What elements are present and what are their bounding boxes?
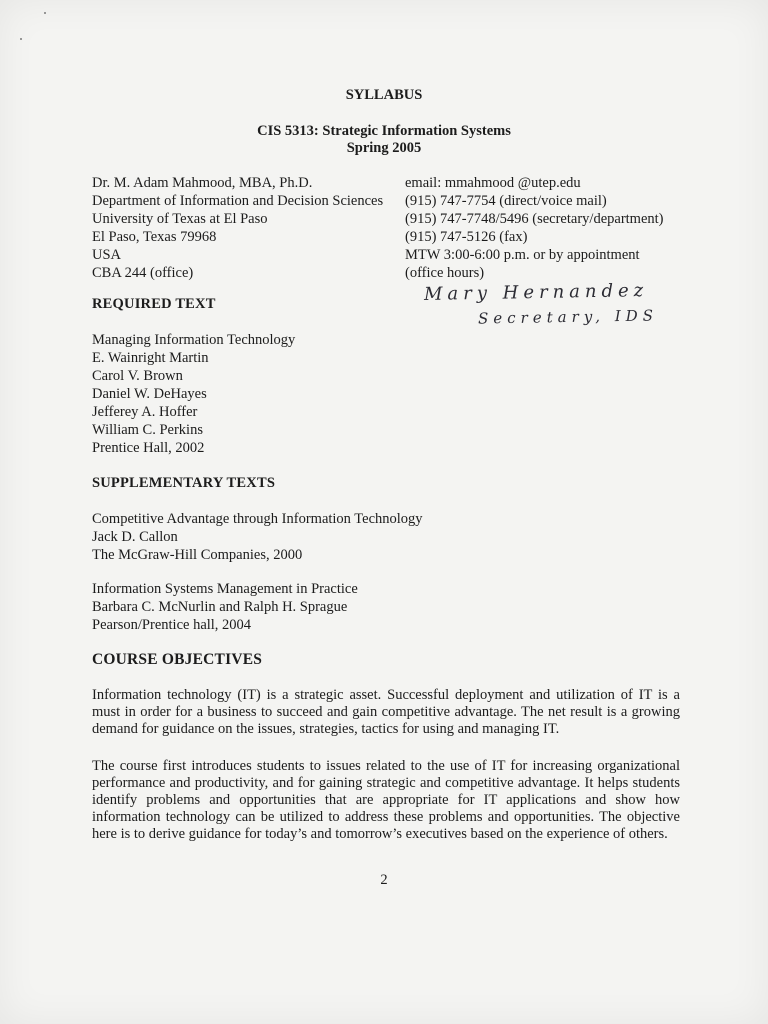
objectives-paragraph-1: Information technology (IT) is a strategic asset. Successful deployment and utilization of IT is a must in order for a business to succeed and gain competitive advantage. The net result is a growing demand for guidance on the issues, strategies, tactics for using and managing IT. bbox=[92, 687, 680, 737]
contact-line: (915) 747-5126 (fax) bbox=[405, 229, 528, 245]
list-item: Prentice Hall, 2002 bbox=[92, 440, 205, 456]
list-item: Information Systems Management in Practice bbox=[92, 581, 358, 597]
contact-line: email: mmahmood @utep.edu bbox=[405, 175, 581, 191]
page-number: 2 bbox=[380, 872, 388, 888]
list-item: Daniel W. DeHayes bbox=[92, 386, 207, 402]
contact-line: (office hours) bbox=[405, 265, 485, 281]
contact-line: MTW 3:00-6:00 p.m. or by appointment bbox=[405, 247, 640, 263]
list-item: Jefferey A. Hoffer bbox=[92, 404, 198, 420]
supplementary-heading: SUPPLEMENTARY TEXTS bbox=[92, 475, 276, 491]
supplementary-book-2 bbox=[92, 580, 358, 634]
instructor-line: University of Texas at El Paso bbox=[92, 211, 268, 227]
list-item: The McGraw-Hill Companies, 2000 bbox=[92, 547, 303, 563]
list-item: Pearson/Prentice hall, 2004 bbox=[92, 617, 252, 633]
required-text-heading: REQUIRED TEXT bbox=[92, 296, 216, 312]
list-item: E. Wainright Martin bbox=[92, 350, 209, 366]
list-item: Carol V. Brown bbox=[92, 368, 183, 384]
required-text-list bbox=[92, 331, 295, 457]
handwritten-note-line1: Mary Hernandez bbox=[423, 280, 649, 305]
list-item: Jack D. Callon bbox=[92, 529, 178, 545]
contact-line: (915) 747-7748/5496 (secretary/department) bbox=[405, 211, 664, 227]
objectives-paragraph-2: The course first introduces students to issues related to the use of IT for increasing organizational performance and productivity, and for gaining strategic and competitive advantage. It helps students identify problems and opportunities that are appropriate for IT applications and show how information technology can be utilized to address these problems and opportunities. The objective here is to derive guidance for today’s and tomorrow’s executives based on the experience of others. bbox=[92, 758, 680, 842]
course-term: Spring 2005 bbox=[346, 140, 422, 156]
instructor-line: CBA 244 (office) bbox=[92, 265, 194, 281]
scan-speck bbox=[20, 38, 22, 40]
instructor-line: Department of Information and Decision Sciences bbox=[92, 193, 384, 209]
instructor-info bbox=[92, 174, 383, 282]
list-item: William C. Perkins bbox=[92, 422, 203, 438]
contact-line: (915) 747-7754 (direct/voice mail) bbox=[405, 193, 607, 209]
instructor-line: Dr. M. Adam Mahmood, MBA, Ph.D. bbox=[92, 175, 313, 191]
contact-info bbox=[405, 174, 664, 282]
handwritten-note-line2: Secretary, IDS bbox=[477, 306, 659, 328]
course-title: CIS 5313: Strategic Information Systems bbox=[257, 123, 511, 139]
list-item: Competitive Advantage through Information Technology bbox=[92, 511, 423, 527]
supplementary-book-1 bbox=[92, 510, 423, 564]
scan-speck bbox=[44, 12, 46, 14]
objectives-heading: COURSE OBJECTIVES bbox=[92, 651, 263, 668]
instructor-line: El Paso, Texas 79968 bbox=[92, 229, 217, 245]
document-title: SYLLABUS bbox=[345, 87, 423, 103]
instructor-line: USA bbox=[92, 247, 122, 263]
list-item: Barbara C. McNurlin and Ralph H. Sprague bbox=[92, 599, 348, 615]
list-item: Managing Information Technology bbox=[92, 332, 296, 348]
